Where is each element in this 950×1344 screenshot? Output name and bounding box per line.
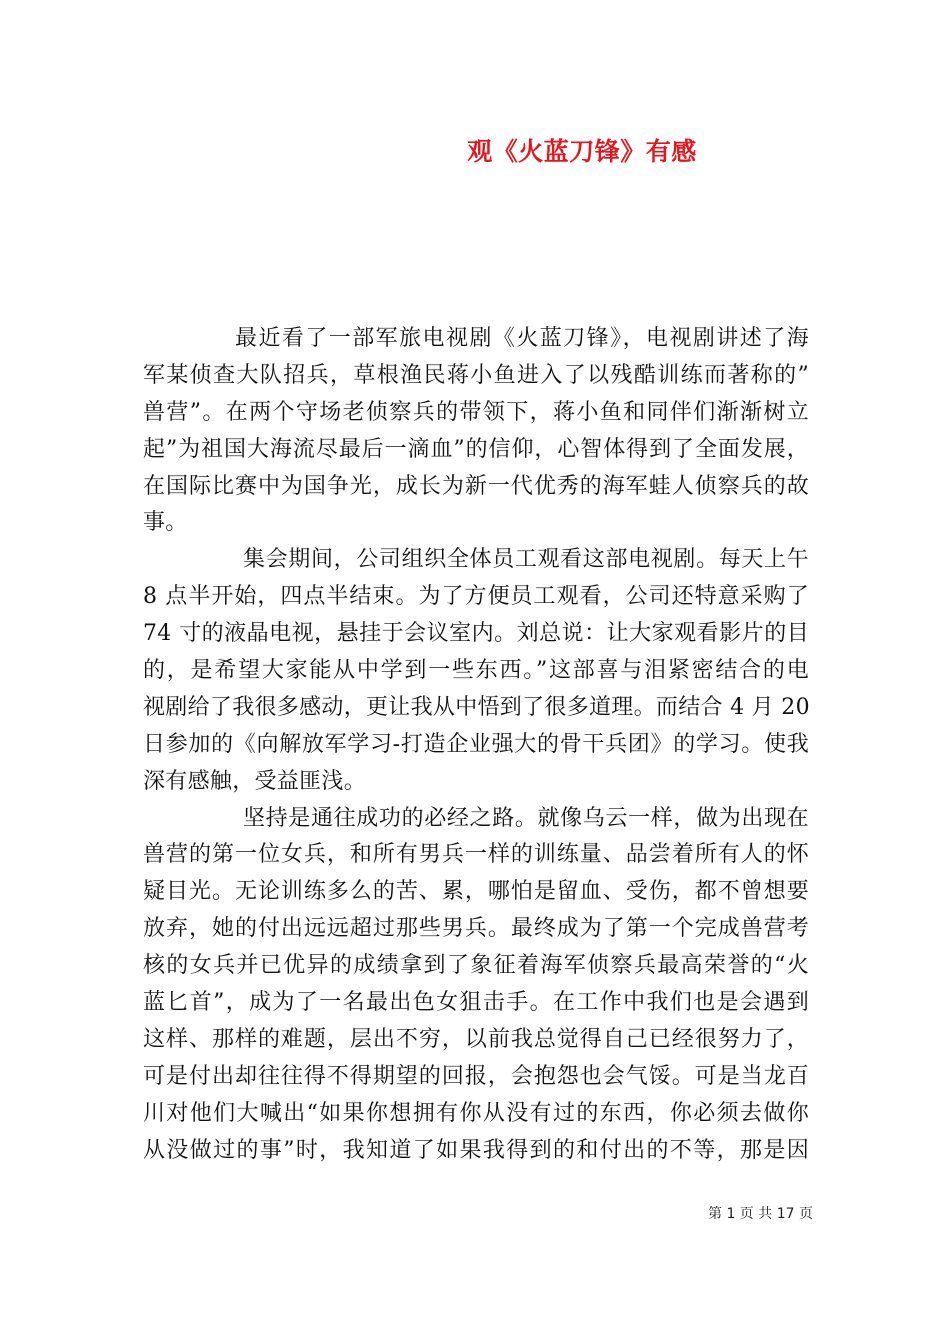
paragraph-2-line: 的，是希望大家能从中学到一些东西。”这部喜与泪紧密结合的电 xyxy=(143,658,809,684)
paragraph-2-line: 视剧给了我很多感动，更让我从中悟到了很多道理。而结合 4 月 20 xyxy=(143,694,810,720)
paragraph-2-line: 74 寸的液晶电视，悬挂于会议室内。刘总说：让大家观看影片的目 xyxy=(143,621,809,647)
paragraph-3-line: 从没做过的事”时，我知道了如果我得到的和付出的不等，那是因 xyxy=(143,1137,809,1163)
paragraph-1-line: 最近看了一部军旅电视剧《火蓝刀锋》，电视剧讲述了海 xyxy=(235,326,809,351)
paragraph-3-line: 放弃，她的付出远远超过那些男兵。最终成为了第一个完成兽营考 xyxy=(143,916,809,942)
paragraph-2-line: 深有感触，受益匪浅。 xyxy=(143,768,367,794)
paragraph-1-line: 起”为祖国大海流尽最后一滴血”的信仰，心智体得到了全面发展， xyxy=(143,436,809,462)
paragraph-3-line: 川对他们大喊出“如果你想拥有你从没有过的东西，你必须去做你 xyxy=(143,1100,809,1126)
paragraph-3-line: 疑目光。无论训练多么的苦、累，哪怕是留血、受伤，都不曾想要 xyxy=(143,879,809,905)
paragraph-3-line: 这样、那样的难题，层出不穷，以前我总觉得自己已经很努力了， xyxy=(143,1026,809,1052)
paragraph-1-line: 军某侦查大队招兵，草根渔民蒋小鱼进入了以残酷训练而著称的” xyxy=(143,362,809,388)
paragraph-1-line: 在国际比赛中为国争光，成长为新一代优秀的海军蛙人侦察兵的故 xyxy=(143,473,809,499)
paragraph-3-line: 兽营的第一位女兵，和所有男兵一样的训练量、品尝着所有人的怀 xyxy=(143,842,809,868)
page-number-footer: 第 1 页 共 17 页 xyxy=(708,1206,813,1222)
paragraph-2-line: 集会期间，公司组织全体员工观看这部电视剧。每天上午 xyxy=(243,547,809,573)
paragraph-3-line: 蓝匕首”，成为了一名最出色女狙击手。在工作中我们也是会遇到 xyxy=(143,990,809,1016)
paragraph-2-line: 日参加的《向解放军学习-打造企业强大的骨干兵团》的学习。使我 xyxy=(143,731,809,757)
paragraph-2-line: 8 点半开始，四点半结束。为了方便员工观看，公司还特意采购了 xyxy=(143,584,809,610)
document-body xyxy=(143,321,809,1169)
paragraph-3-line: 核的女兵并已优异的成绩拿到了象征着海军侦察兵最高荣誉的“火 xyxy=(143,953,809,979)
paragraph-3-line: 坚持是通往成功的必经之路。就像乌云一样，做为出现在 xyxy=(243,805,809,831)
paragraph-1-line: 事。 xyxy=(143,510,188,536)
paragraph-3-line: 可是付出却往往得不得期望的回报，会抱怨也会气馁。可是当龙百 xyxy=(143,1063,809,1089)
paragraph-1-line: 兽营”。在两个守场老侦察兵的带领下，蒋小鱼和同伴们渐渐树立 xyxy=(143,399,809,425)
document-title: 观《火蓝刀锋》有感 xyxy=(467,137,697,166)
